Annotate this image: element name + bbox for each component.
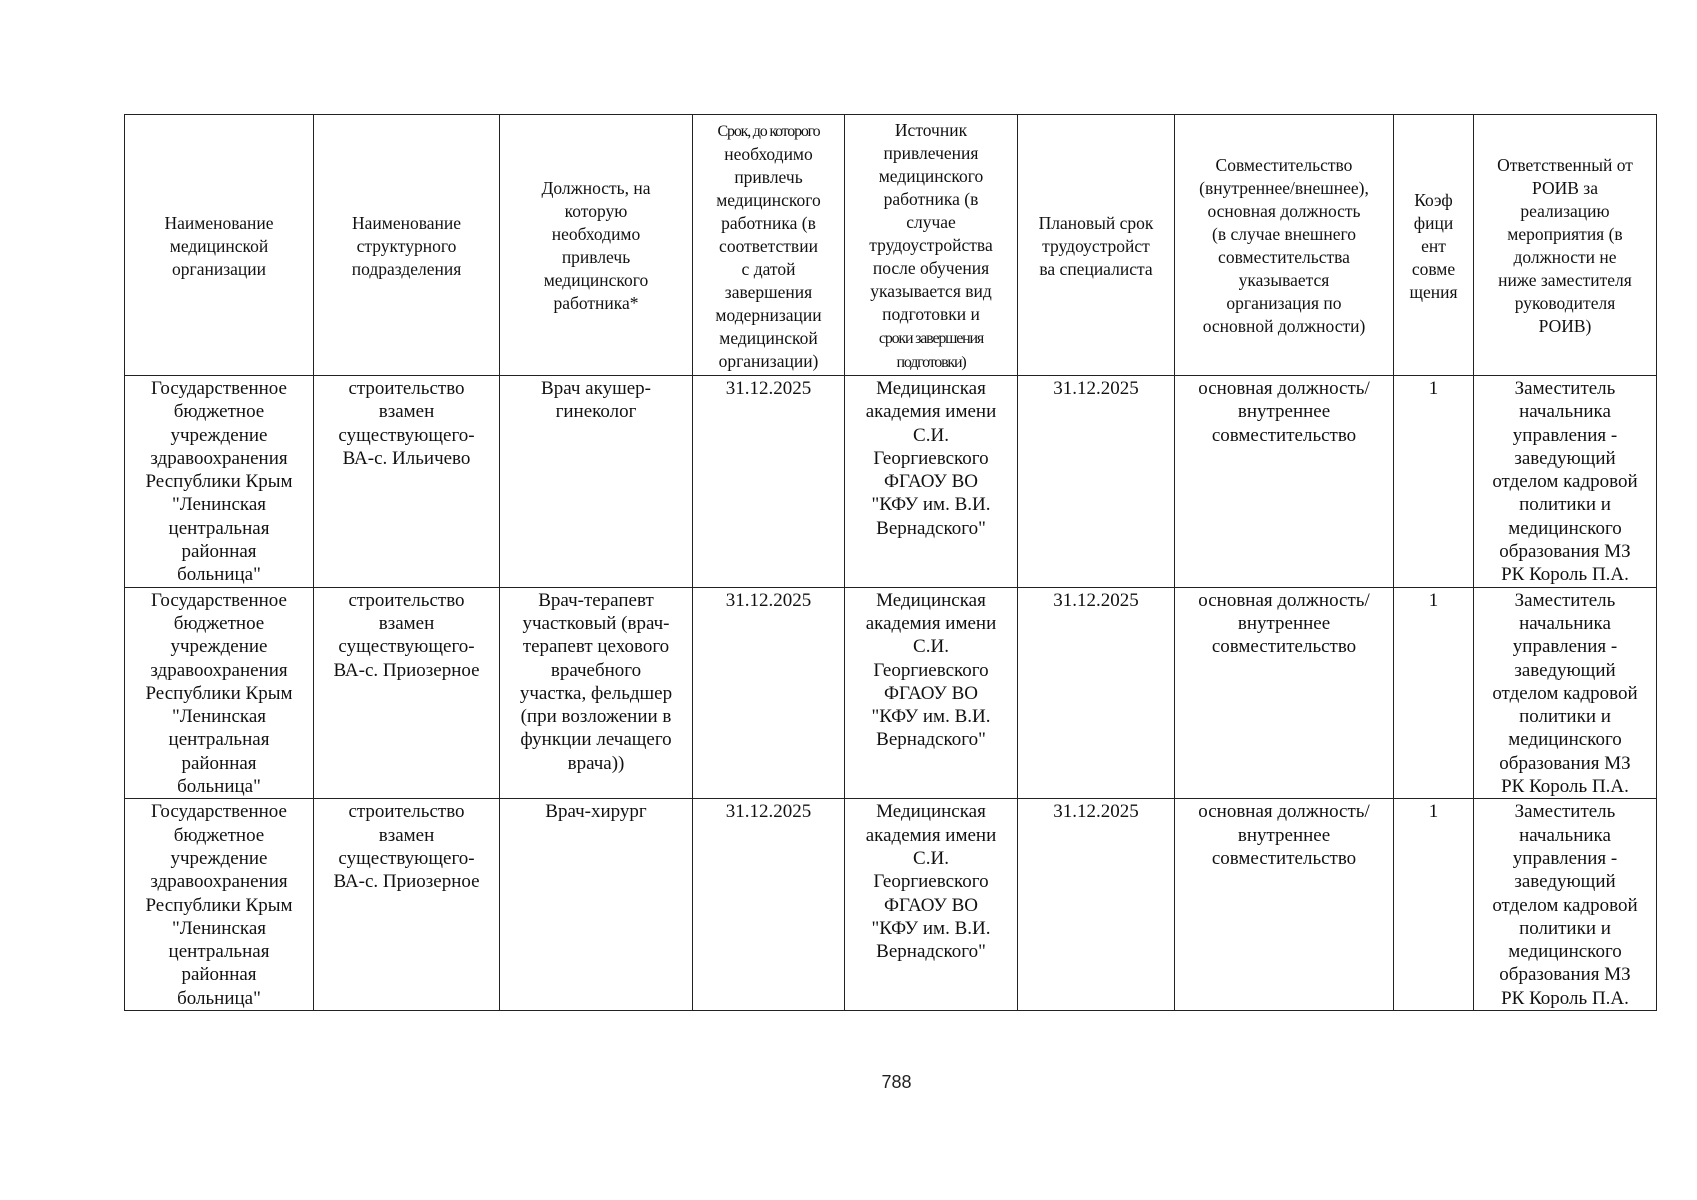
text-line: районная <box>181 752 257 774</box>
text-line: академия имени <box>865 612 997 634</box>
text-line: "КФУ им. В.И. <box>871 917 991 939</box>
text-line: модернизации <box>715 305 822 325</box>
text-line: Георгиевского <box>873 871 989 893</box>
text-line: после обучения <box>872 257 990 278</box>
text-line: медицинского <box>543 270 649 290</box>
text-line: начальника <box>1519 612 1611 634</box>
text-line: академия имени <box>865 824 997 846</box>
cell-combination <box>1175 587 1394 799</box>
cell-organization <box>125 376 314 588</box>
table-body <box>125 376 1657 1011</box>
text-line: центральная <box>168 517 270 539</box>
text-line: РК Король П.А. <box>1501 564 1629 586</box>
table-row <box>125 799 1657 1011</box>
text-line: С.И. <box>913 847 949 869</box>
text-line: "Ленинская <box>172 917 266 939</box>
text-line: ФГАОУ ВО <box>884 682 978 704</box>
cell-coefficient: 1 <box>1394 587 1474 799</box>
text-line: существующего- <box>338 636 475 658</box>
text-line: трудоустройства <box>869 234 993 255</box>
text-line: управления - <box>1512 847 1618 869</box>
header-subdivision <box>314 115 500 376</box>
text-line: Государственное <box>151 589 287 611</box>
text-line: привлечь <box>561 247 631 267</box>
text-line: взамен <box>378 824 435 846</box>
text-line: взамен <box>378 401 435 423</box>
text-line: районная <box>181 541 257 563</box>
cell-planned-date: 31.12.2025 <box>1018 587 1175 799</box>
text-line: ент <box>1421 235 1446 256</box>
text-line: с датой <box>741 259 796 279</box>
header-planned-date <box>1018 115 1175 376</box>
text-line: ва специалиста <box>1039 258 1153 279</box>
text-line: внутреннее <box>1237 824 1331 846</box>
text-line: существующего- <box>338 424 475 446</box>
text-line: медицинского <box>878 165 984 186</box>
text-line: ВА-с. Приозерное <box>333 659 480 681</box>
text-line: сроки завершения <box>878 329 984 347</box>
text-line: необходимо <box>724 144 813 164</box>
cell-deadline: 31.12.2025 <box>693 799 845 1011</box>
cell-subdivision <box>314 376 500 588</box>
text-line: центральная <box>168 729 270 751</box>
text-line: организация по <box>1226 293 1342 313</box>
text-line: академия имени <box>865 401 997 423</box>
cell-organization <box>125 799 314 1011</box>
cell-position <box>500 376 693 588</box>
text-line: Республики Крым <box>145 682 293 704</box>
cell-responsible <box>1474 376 1657 588</box>
header-organization <box>125 115 314 376</box>
text-line: "Ленинская <box>172 494 266 516</box>
text-line: Врач-терапевт <box>538 589 654 611</box>
text-line: управления - <box>1512 424 1618 446</box>
cell-source <box>845 587 1018 799</box>
cell-planned-date: 31.12.2025 <box>1018 799 1175 1011</box>
text-line: заведующий <box>1514 871 1616 893</box>
text-line: участковый (врач- <box>522 612 670 634</box>
text-line: ВА-с. Ильичево <box>342 447 471 469</box>
text-line: организации <box>172 258 266 279</box>
text-line: Вернадского" <box>876 941 986 963</box>
cell-organization <box>125 587 314 799</box>
text-line: здравоохранения <box>150 447 288 469</box>
text-line: терапевт цехового <box>522 636 670 658</box>
text-line: Врач акушер- <box>541 378 651 399</box>
staffing-table <box>124 114 1657 1011</box>
text-line: должности не <box>1513 247 1617 267</box>
text-line: необходимо <box>551 224 641 244</box>
text-line: привлечь <box>734 167 803 187</box>
text-line: бюджетное <box>173 612 265 634</box>
cell-coefficient: 1 <box>1394 799 1474 1011</box>
text-line: указывается <box>1238 270 1330 290</box>
text-line: Медицинская <box>876 589 986 611</box>
text-line: Источник <box>894 119 968 140</box>
text-line: начальника <box>1519 824 1611 846</box>
cell-planned-date: 31.12.2025 <box>1018 376 1175 588</box>
text-line: которую <box>564 201 628 221</box>
text-line: образования МЗ <box>1499 541 1631 563</box>
header-combination <box>1175 115 1394 376</box>
header-position <box>500 115 693 376</box>
text-line: организации) <box>718 351 819 371</box>
cell-deadline: 31.12.2025 <box>693 376 845 588</box>
text-line: отделом кадровой <box>1492 894 1638 916</box>
text-line: управления - <box>1512 636 1618 658</box>
text-line: Республики Крым <box>145 471 293 493</box>
text-line: врача)) <box>567 752 625 774</box>
cell-position <box>500 587 693 799</box>
text-line: (при возложении в <box>520 706 672 728</box>
text-line: Плановый срок <box>1038 212 1154 233</box>
text-line: внутреннее <box>1237 401 1331 423</box>
text-line: завершения <box>724 282 813 302</box>
text-line: совместительства <box>1218 247 1350 267</box>
text-line: Срок, до которого <box>717 123 820 140</box>
text-line: медицинского <box>1508 941 1622 963</box>
cell-source <box>845 799 1018 1011</box>
text-line: совместительство <box>1211 847 1357 869</box>
text-line: Медицинская <box>876 801 986 823</box>
text-line: Врач-хирург <box>545 801 647 823</box>
text-line: отделом кадровой <box>1492 682 1638 704</box>
text-line: руководителя <box>1514 293 1616 313</box>
text-line: ниже заместителя <box>1498 270 1632 290</box>
cell-subdivision <box>314 587 500 799</box>
text-line: основная должность/ <box>1198 589 1370 611</box>
text-line: подразделения <box>351 258 462 279</box>
header-deadline <box>693 115 845 376</box>
page-number: 788 <box>881 1072 912 1092</box>
text-line: медицинской <box>719 328 818 348</box>
text-line: Государственное <box>151 378 287 399</box>
text-line: районная <box>181 964 257 986</box>
text-line: ФГАОУ ВО <box>884 894 978 916</box>
text-line: Заместитель <box>1514 801 1616 823</box>
text-line: медицинской <box>169 235 269 256</box>
table-row <box>125 376 1657 588</box>
text-line: Вернадского" <box>876 729 986 751</box>
text-line: структурного <box>356 235 457 256</box>
text-line: Георгиевского <box>873 447 989 469</box>
text-line: медицинского <box>1508 729 1622 751</box>
text-line: РОИВ) <box>1538 316 1592 336</box>
cell-subdivision <box>314 799 500 1011</box>
text-line: работника (в <box>883 188 979 209</box>
header-coefficient <box>1394 115 1474 376</box>
text-line: подготовки и <box>882 303 980 324</box>
text-line: основной должности) <box>1202 316 1366 336</box>
text-line: указывается вид <box>870 280 992 301</box>
text-line: совме <box>1411 258 1456 279</box>
text-line: случае <box>906 211 956 232</box>
text-line: "Ленинская <box>172 706 266 728</box>
text-line: ВА-с. Приозерное <box>333 871 480 893</box>
text-line: политики и <box>1519 917 1611 939</box>
text-line: Ответственный от <box>1497 155 1633 175</box>
text-line: строительство <box>348 378 465 399</box>
text-line: Вернадского" <box>876 517 986 539</box>
text-line: больница" <box>177 987 261 1009</box>
text-line: внутреннее <box>1237 612 1331 634</box>
text-line: щения <box>1409 281 1458 302</box>
text-line: бюджетное <box>173 401 265 423</box>
header-responsible <box>1474 115 1657 376</box>
header-row <box>125 115 1657 376</box>
text-line: реализацию <box>1520 201 1610 221</box>
text-line: привлечения <box>883 142 979 163</box>
text-line: врачебного <box>550 659 642 681</box>
text-line: РК Король П.А. <box>1501 776 1629 798</box>
table-row <box>125 587 1657 799</box>
text-line: отделом кадровой <box>1492 471 1638 493</box>
text-line: Наименование <box>164 212 274 233</box>
text-line: строительство <box>348 589 465 611</box>
text-line: больница" <box>177 564 261 586</box>
cell-combination <box>1175 799 1394 1011</box>
text-line: Медицинская <box>876 378 986 399</box>
text-line: гинеколог <box>555 401 637 423</box>
text-line: трудоустройст <box>1042 235 1150 256</box>
text-line: центральная <box>168 941 270 963</box>
cell-combination <box>1175 376 1394 588</box>
text-line: соответствии <box>719 236 818 256</box>
text-line: медицинского <box>1508 517 1622 539</box>
text-line: образования МЗ <box>1499 964 1631 986</box>
text-line: С.И. <box>913 636 949 658</box>
text-line: РК Король П.А. <box>1501 987 1629 1009</box>
text-line: учреждение <box>170 424 268 446</box>
text-line: начальника <box>1519 401 1611 423</box>
text-line: здравоохранения <box>150 871 288 893</box>
text-line: совместительство <box>1211 636 1357 658</box>
text-line: "КФУ им. В.И. <box>871 706 991 728</box>
text-line: Наименование <box>351 212 462 233</box>
text-line: "КФУ им. В.И. <box>871 494 991 516</box>
text-line: (в случае внешнего <box>1212 224 1356 244</box>
text-line: заведующий <box>1514 447 1616 469</box>
text-line: Должность, на <box>541 178 651 198</box>
text-line: учреждение <box>170 636 268 658</box>
cell-deadline: 31.12.2025 <box>693 587 845 799</box>
text-line: Республики Крым <box>145 894 293 916</box>
text-line: работника* <box>553 293 639 313</box>
text-line: основная должность/ <box>1198 378 1370 399</box>
text-line: строительство <box>348 801 465 823</box>
text-line: Совместительство <box>1215 155 1353 175</box>
text-line: ФГАОУ ВО <box>884 471 978 493</box>
header-source <box>845 115 1018 376</box>
text-line: больница" <box>177 776 261 798</box>
cell-responsible <box>1474 799 1657 1011</box>
text-line: Государственное <box>151 801 287 823</box>
text-line: РОИВ за <box>1532 178 1598 198</box>
text-line: взамен <box>378 612 435 634</box>
text-line: работника (в <box>721 213 816 233</box>
text-line: образования МЗ <box>1499 752 1631 774</box>
text-line: (внутреннее/внешнее), <box>1199 178 1369 198</box>
text-line: заведующий <box>1514 659 1616 681</box>
text-line: здравоохранения <box>150 659 288 681</box>
text-line: подготовки) <box>896 353 966 371</box>
text-line: политики и <box>1519 494 1611 516</box>
text-line: Георгиевского <box>873 659 989 681</box>
text-line: фици <box>1413 212 1454 233</box>
text-line: учреждение <box>170 847 268 869</box>
text-line: участка, фельдшер <box>519 682 673 704</box>
cell-responsible <box>1474 587 1657 799</box>
text-line: С.И. <box>913 424 949 446</box>
text-line: основная должность/ <box>1198 801 1370 823</box>
text-line: совместительство <box>1211 424 1357 446</box>
cell-source <box>845 376 1018 588</box>
text-line: медицинского <box>716 190 821 210</box>
text-line: Заместитель <box>1514 589 1616 611</box>
cell-coefficient: 1 <box>1394 376 1474 588</box>
text-line: бюджетное <box>173 824 265 846</box>
text-line: Заместитель <box>1514 378 1616 399</box>
text-line: мероприятия (в <box>1507 224 1623 244</box>
text-line: существующего- <box>338 847 475 869</box>
text-line: Коэф <box>1414 189 1453 210</box>
cell-position <box>500 799 693 1011</box>
text-line: политики и <box>1519 706 1611 728</box>
text-line: функции лечащего <box>520 729 672 751</box>
text-line: основная должность <box>1207 201 1361 221</box>
